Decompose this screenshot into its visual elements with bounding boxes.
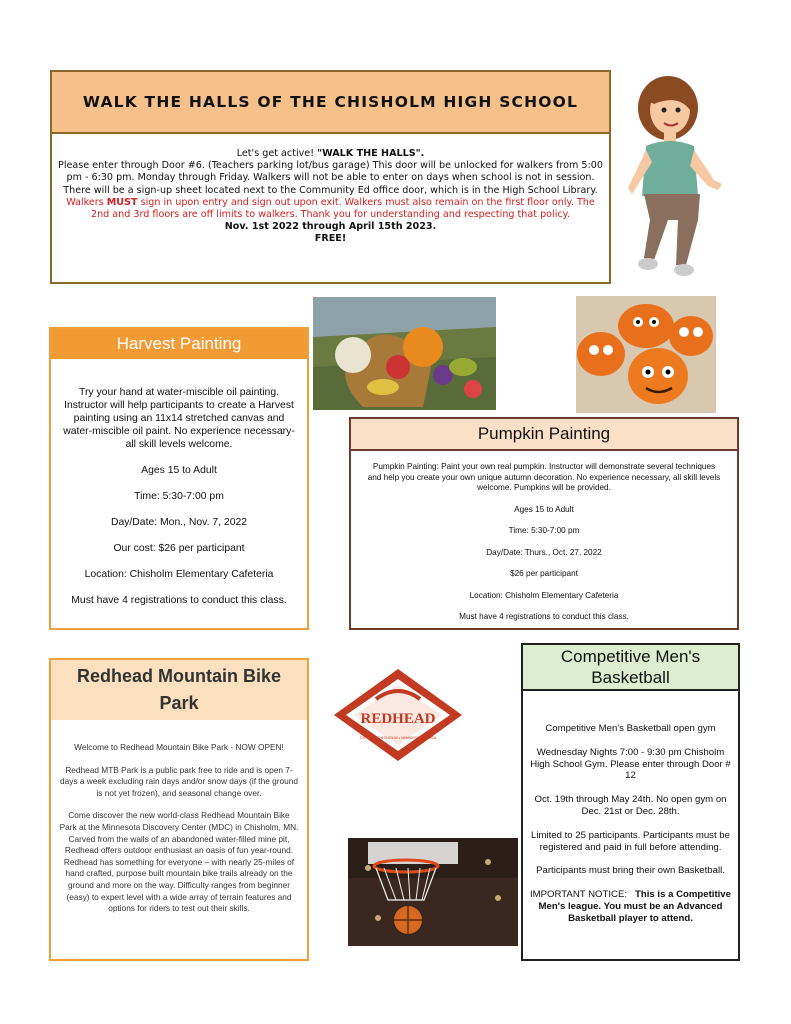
pumpkin-date: Day/Date: Thurs., Oct. 27, 2022 (486, 547, 602, 557)
harvest-time: Time: 5:30-7:00 pm (134, 491, 224, 502)
harvest-desc: Try your hand at water-miscible oil painting. Instructor will help participants to create a Harvest painting using an 11x14 stretched canvas and water-miscible oil paint. No experience necessary-all skill levels welcome. (63, 387, 295, 450)
pumpkin-cost: $26 per participant (510, 569, 578, 578)
harvest-header: Harvest Painting (51, 329, 307, 359)
walk-the-halls-section (50, 70, 611, 284)
pumpkin-desc: Pumpkin Painting: Paint your own real pumpkin. Instructor will demonstrate several techniques and help you create your own unique autumn decoration. No experience necessary, all skill levels welcome. Pumpkins will be provided. (367, 462, 721, 492)
redhead-logo (330, 665, 466, 765)
bball-line4: Limited to 25 participants. Participants must be registered and paid in full before attending. (531, 829, 730, 853)
bball-line2: Wednesday Nights 7:00 - 9:30 pm Chisholm High School Gym. Please enter through Door # 12 (530, 746, 731, 782)
walk-dates: Nov. 1st 2022 through April 15th 2023. (224, 221, 437, 233)
pumpkin-header: Pumpkin Painting (351, 419, 737, 451)
walk-line2: There will be a sign-up sheet located next to the Community Ed office door, which is in the High School Library. (63, 184, 598, 196)
harvest-location: Location: Chisholm Elementary Cafeteria (84, 569, 274, 580)
basketball-section (521, 643, 740, 961)
harvest-min: Must have 4 registrations to conduct this class. (71, 595, 287, 606)
harvest-painting-section (49, 327, 309, 630)
redhead-header (51, 660, 307, 720)
harvest-ages: Ages 15 to Adult (141, 465, 217, 476)
bball-body (523, 691, 738, 925)
walk-line1: Please enter through Door #6. (Teachers parking lot/bus garage) This door will be unlocked for walkers from 5:00 pm - 6:30 pm. Monday through Friday. Walkers will not be able to enter on days when school is not in session. (58, 160, 603, 184)
walk-intro-prefix: Let's get active! (236, 148, 318, 159)
pumpkins-photo (576, 296, 716, 413)
redhead-welcome: Welcome to Redhead Mountain Bike Park - NOW OPEN! (74, 742, 284, 752)
pumpkin-ages: Ages 15 to Adult (514, 504, 574, 514)
bball-line1: Competitive Men's Basketball open gym (545, 723, 716, 734)
bball-header (523, 645, 738, 691)
redhead-bike-park-section (49, 658, 309, 961)
redhead-p1: Redhead MTB Park is a public park free to ride and is open 7-days a week excluding rain days and/or snow days (if the ground is not yet frozen), and seasonal change over. (60, 764, 298, 798)
redhead-p2: Come discover the new world-class Redhead Mountain Bike Park at the Minnesota Discovery Center (MDC) in Chisholm, MN. Carved from the walls of an abandoned water-filled mine pit, Redhead offers outdoor enthusiast an oasis of fun year-round. Redhead has something for everyone – with nearly 25-miles of hand crafted, purpose built mountain bike trails already on the ground and more on the way. Difficulty ranges from beginner (easy) to expert level with a wide array of terrain features and options for riders to test out their skills. (59, 810, 299, 914)
pumpkin-painting-section (349, 417, 739, 630)
cornucopia-photo (313, 297, 496, 410)
bball-title: Competitive Men's Basketball (560, 647, 701, 687)
redhead-title: Redhead Mountain Bike Park (76, 666, 282, 713)
walking-woman-illustration (618, 70, 728, 285)
walk-free: FREE! (314, 233, 347, 245)
walk-warning: Walkers MUST sign in upon entry and sign out upon exit. Walkers must also remain on the first floor only. The 2nd and 3rd floors are off limits to walkers. Thank you for understanding and respecting that policy. (66, 196, 595, 221)
pumpkin-time: Time: 5:30-7:00 pm (508, 526, 580, 535)
harvest-body (51, 359, 307, 607)
walk-title: WALK THE HALLS OF THE CHISHOLM HIGH SCHOOL (82, 92, 579, 111)
harvest-cost: Our cost: $26 per participant (113, 543, 245, 554)
pumpkin-min: Must have 4 registrations to conduct this class. (459, 612, 629, 621)
walk-intro-bold: "WALK THE HALLS". (317, 148, 425, 159)
redhead-logo-text: REDHEAD (360, 711, 436, 727)
bball-line3: Oct. 19th through May 24th. No open gym on Dec. 21st or Dec. 28th. (534, 794, 727, 817)
pumpkin-body (351, 451, 737, 623)
basketball-photo (348, 838, 518, 946)
walk-header (52, 72, 609, 134)
bball-line5: Participants must bring their own Basketball. (536, 865, 725, 877)
walk-body (52, 134, 609, 246)
harvest-date: Day/Date: Mon., Nov. 7, 2022 (110, 517, 248, 528)
redhead-body (51, 720, 307, 915)
redhead-logo-ring: CITY OF CHISHOLM • MINNESOTA • USA (359, 735, 437, 740)
bball-notice: IMPORTANT NOTICE: This is a Competitive Men's league. You must be an Advanced Basketball player to attend. (530, 889, 731, 924)
pumpkin-location: Location: Chisholm Elementary Cafeteria (469, 590, 619, 600)
